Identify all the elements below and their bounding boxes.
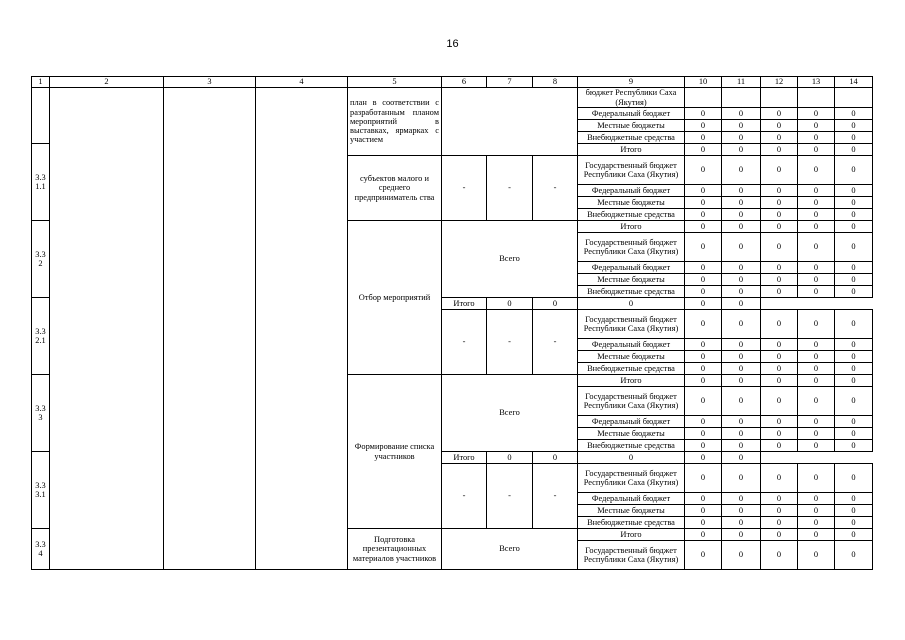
source-label: Внебюджетные средства (578, 209, 685, 221)
value-cell: 0 (722, 144, 761, 156)
value-cell: 0 (798, 185, 835, 197)
value-cell: 0 (685, 298, 722, 310)
value-cell: 0 (835, 310, 873, 339)
value-cell: 0 (798, 209, 835, 221)
value-cell: 0 (722, 197, 761, 209)
value-cell: 0 (761, 464, 798, 493)
table-body (32, 77, 873, 570)
value-cell: 0 (798, 529, 835, 541)
dash-cell: - (442, 310, 487, 375)
source-label: Государственный бюджет Республики Саха (Якутия) (578, 156, 685, 185)
source-label: Федеральный бюджет (578, 416, 685, 428)
code-cell (32, 88, 50, 144)
value-cell (685, 88, 722, 108)
value-cell: 0 (835, 233, 873, 262)
source-label: Местные бюджеты (578, 505, 685, 517)
value-cell: 0 (798, 351, 835, 363)
value-cell: 0 (798, 375, 835, 387)
value-cell: 0 (685, 375, 722, 387)
value-cell: 0 (722, 428, 761, 440)
code-cell: 3.3 2.1 (32, 298, 50, 375)
value-cell: 0 (722, 156, 761, 185)
value-cell: 0 (798, 221, 835, 233)
value-cell: 0 (722, 541, 761, 570)
value-cell: 0 (685, 464, 722, 493)
value-cell: 0 (761, 363, 798, 375)
dash-cell: - (487, 310, 533, 375)
value-cell: 0 (761, 428, 798, 440)
source-label: Итого (442, 298, 487, 310)
value-cell: 0 (722, 464, 761, 493)
source-label: Итого (578, 221, 685, 233)
value-cell: 0 (761, 185, 798, 197)
value-cell: 0 (835, 156, 873, 185)
value-cell: 0 (761, 493, 798, 505)
source-label: Федеральный бюджет (578, 493, 685, 505)
column-number: 7 (487, 77, 533, 88)
column-number: 8 (533, 77, 578, 88)
dash-cell: - (533, 464, 578, 529)
value-cell: 0 (685, 310, 722, 339)
value-cell: 0 (685, 144, 722, 156)
column-number: 11 (722, 77, 761, 88)
value-cell: 0 (835, 339, 873, 351)
value-cell: 0 (685, 185, 722, 197)
value-cell: 0 (685, 363, 722, 375)
value-cell: 0 (685, 286, 722, 298)
source-label: Федеральный бюджет (578, 185, 685, 197)
value-cell: 0 (798, 310, 835, 339)
value-cell: 0 (835, 120, 873, 132)
value-cell: 0 (578, 452, 685, 464)
value-cell: 0 (761, 339, 798, 351)
value-cell: 0 (685, 120, 722, 132)
value-cell: 0 (722, 286, 761, 298)
dash-cell: - (487, 156, 533, 221)
column3-cell (164, 88, 256, 570)
value-cell: 0 (722, 452, 761, 464)
column-number: 10 (685, 77, 722, 88)
value-cell: 0 (835, 185, 873, 197)
source-label: Итого (578, 529, 685, 541)
value-cell: 0 (835, 351, 873, 363)
column2-cell (50, 88, 164, 570)
total-merged-cell (442, 88, 578, 156)
value-cell: 0 (761, 120, 798, 132)
value-cell: 0 (722, 298, 761, 310)
column-number: 14 (835, 77, 873, 88)
value-cell: 0 (722, 339, 761, 351)
value-cell: 0 (722, 416, 761, 428)
event-name: Отбор мероприятий (348, 221, 442, 375)
value-cell: 0 (835, 262, 873, 274)
value-cell: 0 (722, 221, 761, 233)
dash-cell: - (533, 310, 578, 375)
value-cell: 0 (487, 298, 533, 310)
value-cell: 0 (761, 505, 798, 517)
value-cell: 0 (761, 529, 798, 541)
source-label: Местные бюджеты (578, 351, 685, 363)
value-cell: 0 (798, 274, 835, 286)
value-cell (798, 88, 835, 108)
value-cell: 0 (798, 233, 835, 262)
value-cell: 0 (798, 156, 835, 185)
value-cell: 0 (685, 452, 722, 464)
value-cell: 0 (722, 387, 761, 416)
source-label: Внебюджетные средства (578, 517, 685, 529)
value-cell: 0 (722, 363, 761, 375)
value-cell: 0 (722, 120, 761, 132)
value-cell: 0 (798, 440, 835, 452)
value-cell: 0 (722, 209, 761, 221)
value-cell: 0 (798, 416, 835, 428)
source-label: Государственный бюджет Республики Саха (Якутия) (578, 233, 685, 262)
source-label: Государственный бюджет Республики Саха (Якутия) (578, 310, 685, 339)
code-cell: 3.3 3.1 (32, 452, 50, 529)
value-cell: 0 (722, 375, 761, 387)
value-cell (761, 88, 798, 108)
source-label: Внебюджетные средства (578, 440, 685, 452)
value-cell: 0 (685, 262, 722, 274)
value-cell: 0 (835, 221, 873, 233)
value-cell: 0 (685, 221, 722, 233)
dash-cell: - (487, 464, 533, 529)
value-cell: 0 (835, 108, 873, 120)
value-cell: 0 (835, 375, 873, 387)
dash-cell: - (442, 464, 487, 529)
value-cell: 0 (761, 517, 798, 529)
value-cell: 0 (761, 375, 798, 387)
source-label: Внебюджетные средства (578, 286, 685, 298)
value-cell: 0 (798, 339, 835, 351)
value-cell: 0 (798, 286, 835, 298)
value-cell: 0 (835, 209, 873, 221)
value-cell: 0 (761, 156, 798, 185)
page-number: 16 (446, 38, 459, 50)
total-label: Всего (442, 529, 578, 570)
value-cell: 0 (835, 286, 873, 298)
column-number: 13 (798, 77, 835, 88)
value-cell: 0 (685, 132, 722, 144)
value-cell: 0 (798, 120, 835, 132)
value-cell: 0 (761, 209, 798, 221)
value-cell: 0 (685, 274, 722, 286)
value-cell: 0 (685, 440, 722, 452)
value-cell: 0 (798, 262, 835, 274)
value-cell: 0 (761, 541, 798, 570)
value-cell: 0 (835, 132, 873, 144)
value-cell: 0 (685, 233, 722, 262)
source-label: бюджет Республики Саха (Якутия) (578, 88, 685, 108)
value-cell: 0 (798, 505, 835, 517)
value-cell: 0 (798, 108, 835, 120)
source-label: Федеральный бюджет (578, 339, 685, 351)
dash-cell: - (442, 156, 487, 221)
dash-cell: - (533, 156, 578, 221)
column-number: 5 (348, 77, 442, 88)
value-cell: 0 (761, 274, 798, 286)
value-cell: 0 (835, 529, 873, 541)
value-cell: 0 (722, 185, 761, 197)
value-cell: 0 (835, 505, 873, 517)
value-cell: 0 (722, 517, 761, 529)
value-cell: 0 (761, 108, 798, 120)
total-label: Всего (442, 221, 578, 298)
value-cell (722, 88, 761, 108)
column-number: 2 (50, 77, 164, 88)
total-label: Всего (442, 375, 578, 452)
value-cell: 0 (685, 505, 722, 517)
source-label: Итого (578, 144, 685, 156)
source-label: Местные бюджеты (578, 120, 685, 132)
value-cell (835, 88, 873, 108)
value-cell: 0 (722, 351, 761, 363)
value-cell: 0 (685, 416, 722, 428)
value-cell: 0 (761, 197, 798, 209)
column-number: 3 (164, 77, 256, 88)
code-cell: 3.3 4 (32, 529, 50, 570)
value-cell: 0 (798, 493, 835, 505)
value-cell: 0 (798, 541, 835, 570)
value-cell: 0 (685, 529, 722, 541)
value-cell: 0 (722, 440, 761, 452)
source-label: Внебюджетные средства (578, 132, 685, 144)
value-cell: 0 (685, 156, 722, 185)
value-cell: 0 (722, 505, 761, 517)
budget-table (31, 76, 873, 570)
value-cell: 0 (798, 517, 835, 529)
value-cell: 0 (835, 541, 873, 570)
value-cell: 0 (835, 493, 873, 505)
value-cell: 0 (761, 221, 798, 233)
value-cell: 0 (685, 197, 722, 209)
value-cell: 0 (533, 452, 578, 464)
column-number-row (32, 77, 873, 88)
source-label: Итого (578, 375, 685, 387)
source-label: Местные бюджеты (578, 428, 685, 440)
event-name: Подготовка презентационных материалов участников (348, 529, 442, 570)
value-cell: 0 (533, 298, 578, 310)
source-label: Государственный бюджет Республики Саха (Якутия) (578, 387, 685, 416)
value-cell: 0 (835, 197, 873, 209)
value-cell: 0 (761, 262, 798, 274)
value-cell: 0 (798, 132, 835, 144)
value-cell: 0 (685, 493, 722, 505)
value-cell: 0 (685, 108, 722, 120)
code-cell: 3.3 3 (32, 375, 50, 452)
value-cell: 0 (722, 274, 761, 286)
source-label: Государственный бюджет Республики Саха (Якутия) (578, 464, 685, 493)
value-cell: 0 (722, 310, 761, 339)
value-cell: 0 (761, 310, 798, 339)
value-cell: 0 (835, 387, 873, 416)
value-cell: 0 (835, 274, 873, 286)
value-cell: 0 (722, 132, 761, 144)
value-cell: 0 (798, 464, 835, 493)
event-name: Формирование списка участников (348, 375, 442, 529)
table-row (32, 88, 873, 108)
value-cell: 0 (722, 529, 761, 541)
value-cell: 0 (722, 233, 761, 262)
column-number: 12 (761, 77, 798, 88)
value-cell: 0 (798, 144, 835, 156)
value-cell: 0 (835, 416, 873, 428)
value-cell: 0 (798, 428, 835, 440)
value-cell: 0 (798, 197, 835, 209)
value-cell: 0 (487, 452, 533, 464)
value-cell: 0 (798, 363, 835, 375)
value-cell: 0 (761, 440, 798, 452)
value-cell: 0 (685, 541, 722, 570)
value-cell: 0 (685, 339, 722, 351)
source-label: Местные бюджеты (578, 197, 685, 209)
value-cell: 0 (722, 108, 761, 120)
value-cell: 0 (761, 233, 798, 262)
value-cell: 0 (578, 298, 685, 310)
event-name: план в соответствии с разработанным планом мероприятий в выставках, ярмарках с участием (348, 88, 442, 156)
value-cell: 0 (835, 517, 873, 529)
value-cell: 0 (685, 351, 722, 363)
source-label: Федеральный бюджет (578, 262, 685, 274)
source-label: Федеральный бюджет (578, 108, 685, 120)
value-cell: 0 (835, 144, 873, 156)
value-cell: 0 (685, 428, 722, 440)
value-cell: 0 (835, 428, 873, 440)
column-number: 6 (442, 77, 487, 88)
value-cell: 0 (761, 416, 798, 428)
value-cell: 0 (798, 387, 835, 416)
value-cell: 0 (722, 493, 761, 505)
value-cell: 0 (835, 363, 873, 375)
value-cell: 0 (835, 464, 873, 493)
value-cell: 0 (685, 387, 722, 416)
value-cell: 0 (685, 209, 722, 221)
value-cell: 0 (835, 440, 873, 452)
code-cell: 3.3 2 (32, 221, 50, 298)
column4-cell (256, 88, 348, 570)
value-cell: 0 (722, 262, 761, 274)
value-cell: 0 (761, 132, 798, 144)
source-label: Государственный бюджет Республики Саха (Якутия) (578, 541, 685, 570)
source-label: Внебюджетные средства (578, 363, 685, 375)
value-cell: 0 (685, 517, 722, 529)
value-cell: 0 (761, 387, 798, 416)
event-name: субъектов малого и среднего предприниматель ства (348, 156, 442, 221)
code-cell: 3.3 1.1 (32, 144, 50, 221)
value-cell: 0 (761, 351, 798, 363)
source-label: Итого (442, 452, 487, 464)
column-number: 9 (578, 77, 685, 88)
column-number: 1 (32, 77, 50, 88)
value-cell: 0 (761, 286, 798, 298)
column-number: 4 (256, 77, 348, 88)
source-label: Местные бюджеты (578, 274, 685, 286)
value-cell: 0 (761, 144, 798, 156)
